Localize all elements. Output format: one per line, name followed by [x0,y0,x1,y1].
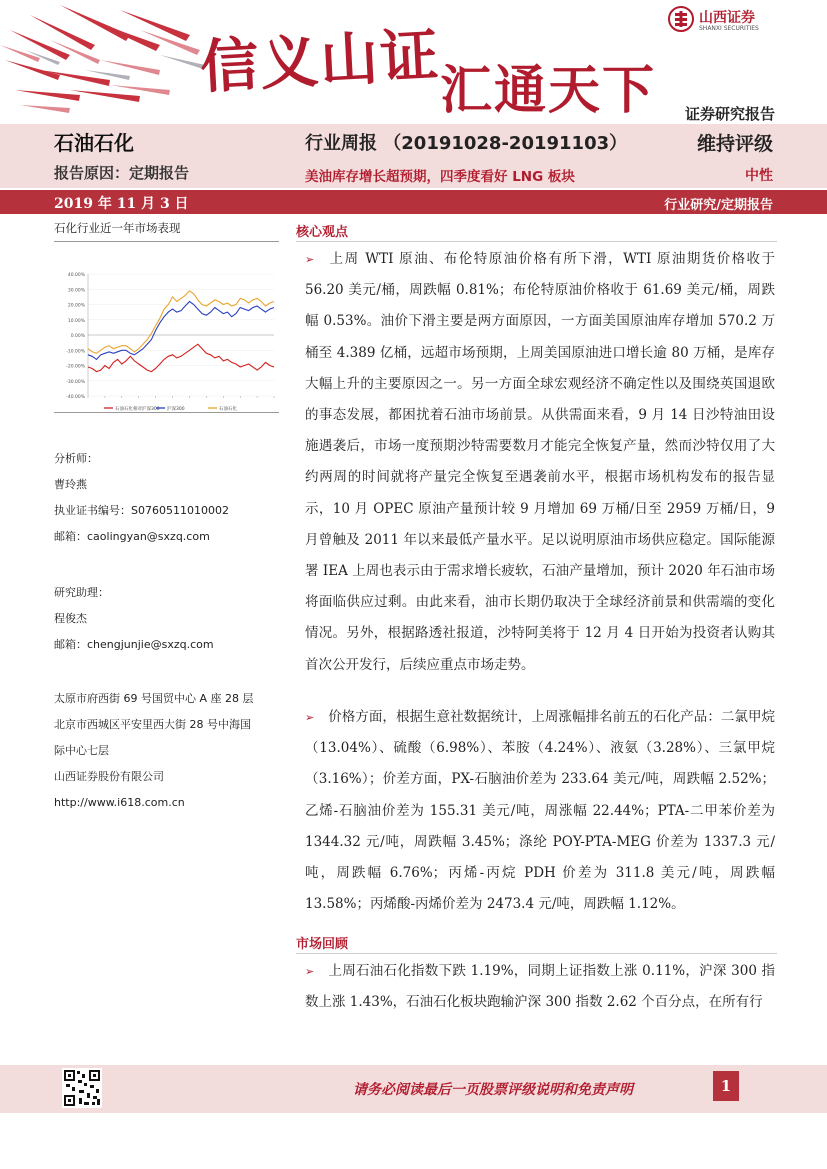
report-type: 证券研究报告 [684,105,775,123]
report-subtitle: 美油库存增长超预期，四季度看好 LNG 板块 [305,169,575,185]
address-line3: 际中心七层 [54,744,109,757]
analyst-email: 邮箱：caolingyan@sxzq.com [54,530,210,543]
company-name: 山西证券股份有限公司 [54,770,164,783]
y-tick-label: 20.00% [67,303,85,309]
rating-label: 维持评级 [696,133,773,155]
market-text-1: 上周石油石化指数下跌 1.19%，同期上证指数上涨 0.11%，沪深 300 指数上涨 1.43%，石油石化板块跑输沪深 300 指数 2.62 个百分点，在所有行 [305,963,775,1011]
legend-label: 沪深300 [167,407,185,412]
core-heading: 核心观点 [296,225,349,240]
legend-label: 石油石化 [219,407,237,412]
chart-panel [54,220,279,416]
bullet-icon: ➢ [305,965,315,978]
y-tick-label: -20.00% [66,364,85,370]
header-arrows-decoration [0,0,220,120]
y-tick-label: 40.00% [67,273,85,278]
assistant-email: 邮箱：chengjunjie@sxzq.com [54,638,214,651]
chart-divider [54,412,279,413]
y-tick-label: -30.00% [66,379,85,385]
brand-name: 山西证券 [699,10,755,26]
core-text-1: 上周 WTI 原油、布伦特原油价格有所下滑，WTI 原油期货价格收于 56.20 美元/桶，周跌幅 0.81%；布伦特原油价格收于 61.69 美元/桶，周跌幅 0.53%。油价下滑主要是两方面原因，一方面美国原油库存增加 570.2 万桶至 4.389 亿桶，远超市场预期，上周美国原油进口增长逾 80 万桶，是库存大幅上升的主要原因之一。另一方面全球宏观经济不确定性以及围绕英国退欧的事态发展，都困扰着石油市场前景。从供需面来看，9 月 14 日沙特油田设施遇袭后，市场一度预期沙特需要数月才能完全恢复产量，然而沙特仅用了大约两周的时间就将产量完全恢复至遇袭前水平，根据市场机构发布的报告显示，10 月 OPEC 原油产量预计较 9 月增加 69 万桶/日至 2959 万桶/日，9 月曾触及 2011 年以来最低产量水平。足以说明原油市场供应稳定。国际能源署 IEA 上周也表示由于需求增长疲软，石油产量增加，预计 2020 年石油市场将面临供应过剩。由此来看，油市长期仍取决于全球经济前景和供需端的变化情况。另外，根据路透社报道，沙特阿美将于 12 月 4 日开始为投资者认购其首次公开发行，后续应重点市场走势。 [305,251,775,673]
core-paragraph-1 [305,244,775,681]
market-performance-chart [54,246,279,416]
address-line1: 太原市府西街 69 号国贸中心 A 座 28 层 [54,692,254,705]
slogan-left: 信义山证 [198,20,442,102]
y-tick-label: -40.00% [66,395,85,400]
chart-title: 石化行业近一年市场表现 [54,221,181,235]
y-tick-label: 30.00% [67,288,85,294]
analyst-block [54,446,279,550]
assistant-block [54,580,279,658]
sector-name: 石油石化 [54,131,134,155]
assistant-label: 研究助理： [54,586,109,599]
y-tick-label: 10.00% [67,318,85,324]
page-number: 1 [713,1071,739,1101]
company-website[interactable]: http://www.i618.com.cn [54,796,185,809]
brand-subname: SHANXI SECURITIES [699,25,759,32]
bullet-icon: ➢ [305,711,315,724]
rating-value: 中性 [745,168,773,184]
bullet-icon: ➢ [305,253,315,266]
market-heading-rule [296,953,777,954]
market-paragraph-1 [305,956,775,1018]
address-block [54,686,279,816]
report-category: 行业研究/定期报告 [664,198,773,213]
core-paragraph-2 [305,702,775,920]
brand-logo-icon [668,6,694,32]
report-date: 2019 年 11 月 3 日 [54,196,189,212]
slogan-right: 汇通天下 [440,60,657,121]
analyst-name: 曹玲燕 [54,478,87,491]
market-heading: 市场回顾 [296,937,349,952]
header [0,0,827,124]
series-line-2 [88,302,274,360]
qr-code-icon [62,1068,102,1108]
core-text-2: 价格方面，根据生意社数据统计，上周涨幅排名前五的石化产品：二氯甲烷（13.04%）、硫酸（6.98%）、苯胺（4.24%）、液氨（3.28%）、三氯甲烷（3.16%）；价差方面，PX-石脑油价差为 233.64 美元/吨，周跌幅 2.52%；乙烯-石脑油价差为 155.31 美元/吨，周涨幅 22.44%；PTA-二甲苯价差为 1344.32 元/吨，周跌幅 3.45%；涤纶 POY-PTA-MEG 价差为 1337.3 元/吨，周跌幅 6.76%；丙烯-丙烷 PDH 价差为 311.8 美元/吨，周跌幅 13.58%；丙烯酸-丙烯价差为 2473.4 元/吨，周跌幅 1.12%。 [305,709,775,913]
y-tick-label: 0.00% [70,334,85,339]
core-heading-rule [296,241,777,242]
legend-label: 石油石化相对沪深300 [115,407,160,412]
footer-disclaimer: 请务必阅读最后一页股票评级说明和免责声明 [353,1082,633,1098]
y-tick-label: -10.00% [66,349,85,355]
series-line-3 [88,291,274,354]
chart-rule [54,241,279,242]
report-reason: 报告原因：定期报告 [54,164,190,182]
analyst-cert: 执业证书编号：S0760511010002 [54,504,229,517]
report-title: 行业周报 （20191028-20191103） [305,133,628,154]
address-line2: 北京市西城区平安里西大街 28 号中海国 [54,718,251,731]
assistant-name: 程俊杰 [54,612,87,625]
analyst-label: 分析师： [54,452,98,465]
